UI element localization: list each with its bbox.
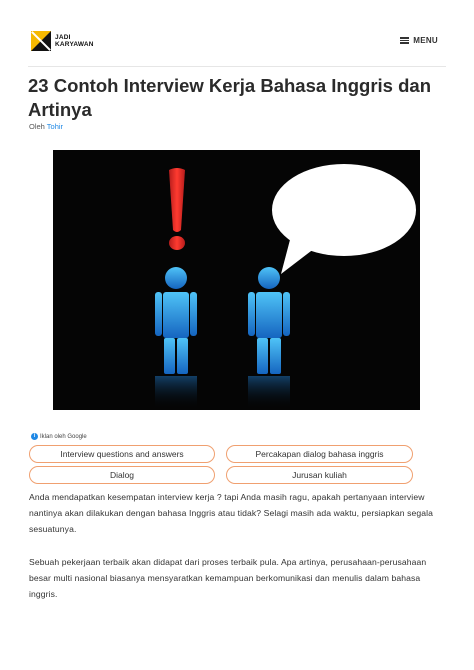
ad-chip-jurusan-kuliah[interactable]: Jurusan kuliah [226, 466, 413, 484]
article-paragraph: Anda mendapatkan kesempatan interview kerja ? tapi Anda masih ragu, apakah pertanyaan interview nantinya akan dilakukan dengan bahasa Inggris atau tidak? Selagi masih ada waktu, persiapkan segala sesuatunya. [29, 492, 434, 534]
info-icon: i [31, 433, 38, 440]
speech-bubble-icon [272, 164, 416, 274]
logo-text [55, 34, 94, 48]
hero-illustration [53, 150, 420, 410]
logo-icon [31, 31, 51, 51]
site-logo[interactable] [31, 31, 94, 51]
person-left-icon [155, 267, 197, 410]
author-link[interactable]: Tohir [46, 122, 64, 131]
hamburger-icon [400, 37, 409, 44]
menu-button[interactable] [400, 36, 438, 45]
ads-label-text: Iklan oleh Google [40, 433, 87, 440]
ad-chip-percakapan-dialog[interactable]: Percakapan dialog bahasa inggris [226, 445, 413, 463]
page-title: 23 Contoh Interview Kerja Bahasa Inggris dan Artinya [28, 75, 431, 120]
header-divider [28, 66, 446, 67]
menu-label: MENU [413, 36, 438, 45]
ad-chip-interview-questions[interactable]: Interview questions and answers [29, 445, 215, 463]
byline [29, 122, 63, 131]
logo-line-1: JADI [55, 34, 71, 41]
article-paragraph: Sebuah pekerjaan terbaik akan didapat dari proses terbaik pula. Apa artinya, perusahaan-perusahaan besar multi nasional biasanya mensyaratkan kemampuan berkomunikasi dan menulis dalam bahasa inggris. [29, 557, 427, 599]
logo-line-2: KARYAWAN [55, 41, 94, 48]
byline-prefix: Oleh [29, 122, 45, 131]
site-header [0, 0, 474, 62]
exclamation-icon [169, 168, 185, 250]
ad-chip-dialog[interactable]: Dialog [29, 466, 215, 484]
ads-label[interactable] [31, 433, 87, 440]
hero-image [53, 150, 420, 410]
person-right-icon [248, 267, 290, 410]
